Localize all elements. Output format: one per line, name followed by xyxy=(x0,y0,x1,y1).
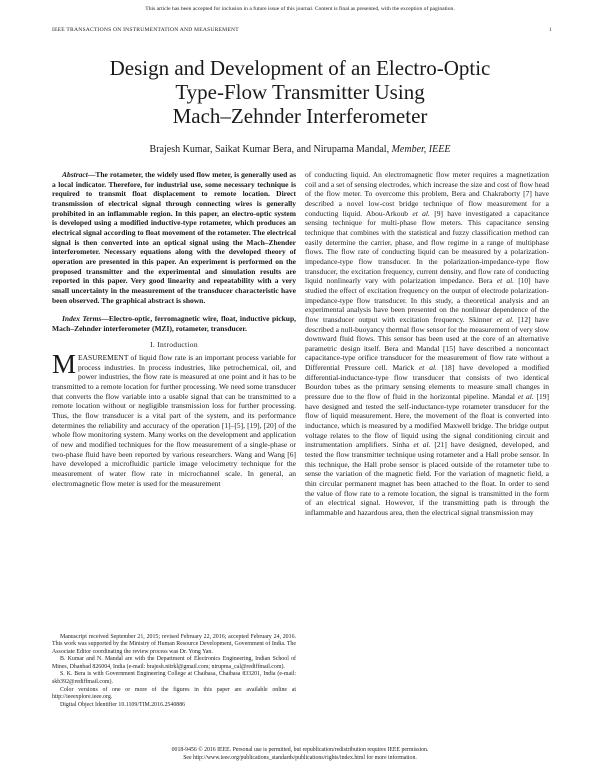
footnote-affiliation-1: B. Kumar and N. Mandal are with the Department of Electronics Engineering, Indian School of Mines, Dhanbad 826004, India (e-mail: brajesh.nitrkl@gmail.com; nirupma_cal@rediffmail.com). xyxy=(52,656,296,670)
author-names: Brajesh Kumar, Saikat Kumar Bera, and Nirupama Mandal, xyxy=(149,144,390,155)
acceptance-notice: This article has been accepted for inclusion in a future issue of this journal. Content is final as presented, with the exception of pagination. xyxy=(145,6,455,12)
abstract xyxy=(52,170,296,305)
page-number: 1 xyxy=(549,27,552,33)
text-run: [12] have described a null-buoyancy thermal flow sensor for the measurement of very slow downward fluid flows. This sensor has been used at the core of an alternative parametric design itself. Bera and Mandal [15] have described a noncontact capacitance-type orifice transducer for the measurement of flow rate without a Differential Pressure cell. Marick xyxy=(305,314,550,373)
introduction-paragraph xyxy=(52,349,296,488)
et-al: et al. xyxy=(517,392,534,402)
et-al: et al. xyxy=(496,276,515,286)
title-line-3: Mach–Zehnder Interferometer xyxy=(172,104,428,128)
footnote-doi: Digital Object Identifier 10.1109/TIM.2016.2540886 xyxy=(60,701,186,708)
left-column xyxy=(52,170,296,488)
et-al: et al. xyxy=(418,363,437,373)
author-list xyxy=(40,144,560,155)
drop-cap: M xyxy=(52,349,77,380)
text-run: [18] have developed a modified differential-inductance-type flow transducer that consists of two identical Bourdon tubes as the primary sensing elements to measure small changes in pressure due to the flow of fluid in the horizontal pipeline. Mandal xyxy=(305,363,549,402)
rights-link-line: See http://www.ieee.org/publications_standards/publications/rights/index.html for more information. xyxy=(183,755,417,761)
intro-first-word: EASUREMENT xyxy=(78,353,129,363)
et-al: et al. xyxy=(496,314,514,324)
text-run: [21] have designed, developed, and tested the flow transmitter technique using rotameter and a Hall probe sensor. In this technique, the Hall probe sensor is placed outside of the rotameter tube to sense the variation of the magnetic field. For the variation of magnetic field, a thin circular permanent magnet has been attached to the float. In order to send the value of flow rate to a remote location, the signal is transmitted in the form of an electrical signal. However, if the transmitting path is through the inflammable and hazardous area, then the electrical signal transmission may xyxy=(305,440,549,517)
running-head xyxy=(52,27,552,33)
et-al: et al. xyxy=(413,440,431,450)
index-terms xyxy=(52,314,296,333)
text-run: [19] have designed and tested the self-inductance-type rotameter transducer for the flow of liquid measurement. Here, the movement of the float is converted into inductance, which is measured by a modified Maxwell bridge. The bridge output voltage relates to the flow of liquid using the signal conditioning circuit and instrumentation amplifiers. Sinha xyxy=(305,392,550,450)
right-column xyxy=(305,170,549,518)
abstract-text: —The rotameter, the widely used flow meter, is generally used as a local indicator. Therefore, for industrial use, some necessary technique is required to transmit float displacement to remote location. Direct transmission of electrical signal through connecting wires is generally prohibited in an inflammable region. In this paper, an electro-optic system is developed using a modified inductive-type rotameter, which produces an electrical signal according to float movement of the rotameter. The electrical signal is then converted into an optical signal using the Mach–Zhender interferometer. Necessary equations along with the developed theory of operation are presented in this paper. An experiment is performed on the proposed transmitter and the experimental and simulation results are reported in this paper. Very good linearity and repeatability with a very small uncertainty in the measurement of the transducer characteristic have been observed. The graphical abstract is shown. xyxy=(52,170,296,305)
et-al: et al. xyxy=(412,208,430,218)
footnote-color: Color versions of one or more of the figures in this paper are available online at http://ieeexplore.ieee.org. xyxy=(52,686,296,700)
author-membership: Member, IEEE xyxy=(391,144,451,155)
section-heading-introduction: I. Introduction xyxy=(150,339,198,349)
title-line-2: Type-Flow Transmitter Using xyxy=(175,80,425,104)
footnotes xyxy=(52,634,296,709)
journal-name: IEEE TRANSACTIONS ON INSTRUMENTATION AND MEASUREMENT xyxy=(52,27,239,33)
copyright-footer xyxy=(0,746,600,762)
intro-text: of liquid flow rate is an important process variable for process industries. In process industries, like petrochemical, oil, and power industries, the flow rate is measured at one point and it has to be transmitted to a remote location for further processing. We need some transducer that converts the flow variable into a usable signal that can be transmitted to a remote location without or negligible transmission loss for further processing. Thus, the flow transducer is a vital part of the system, and its performance determines the reliability and accuracy of the operation [1]–[5], [19], [20] of the whole flow monitoring system. Many works on the development and application of new and modified techniques for the flow measurement of a single-phase or two-phase fluid have been reported by various researchers. Wang and Wang [6] have developed a microfluidic particle image velocimetry technique for the measurement of water flow rate in microchannel scale. In general, an electromagnetic flow meter is used for the measurement xyxy=(52,353,296,488)
title-line-1: Design and Development of an Electro-Optic xyxy=(109,56,491,80)
index-terms-text: —Electro-optic, ferromagnetic wire, float, inductive pickup, Mach–Zehnder interferometer (MZI), rotameter, transducer. xyxy=(52,314,297,333)
text-run: [9] have investigated a capacitance sensing technique for multi-phase flow meters. This capacitance sensing technique that combines with the statistical and fuzzy classification method can easily determine the carrier, phase, and flow regime in a range of multiphase flows. The flow rate of conducting liquid can be measured by a polarization-impedance-type flow transducer. In the polarization-impedance-type flow transducer, the excitation frequency, current density, and flow rate of conducting liquid nonlinearly vary with polarization impedance. Bera xyxy=(305,208,549,286)
body-paragraph xyxy=(305,170,549,518)
text-run: [10] have studied the effect of excitation frequency on the output of electrode polarization-impedance-type flow transducer. In this study, a theoretical analysis and an experimental analysis have been presented on the nonlinear dependence of the flow transducer output with excitation frequency. Skinner xyxy=(305,276,549,324)
copyright-line: 0018-9456 © 2016 IEEE. Personal use is permitted, but republication/redistribution requires IEEE permission. xyxy=(171,747,429,753)
footnote-manuscript: Manuscript received September 21, 2015; revised February 22, 2016; accepted February 24, 2016. This work was supported by the Ministry of Human Resource Development, Government of India. The Associate Editor coordinating the review process was Dr. Yong Yan. xyxy=(52,634,296,655)
paper-title xyxy=(40,56,560,128)
footnote-affiliation-2: S. K. Bera is with Government Engineering College at Chaibasa, Chaibasa 833201, India (e-mail: skb392@rediffmail.com). xyxy=(52,671,296,685)
text-run: of conducting liquid. An electromagnetic flow meter requires a magnetization coil and a set of sensing electrodes, which increase the size and cost of flow head of the flow meter. To overcome this problem, Bera and Chakraborty [7] have described a novel low-cost bridge technique of flow measurement for a conducting liquid. Abou-Arkoub xyxy=(305,170,549,218)
index-terms-label: Index Terms xyxy=(62,314,102,324)
abstract-label: Abstract xyxy=(62,170,88,179)
